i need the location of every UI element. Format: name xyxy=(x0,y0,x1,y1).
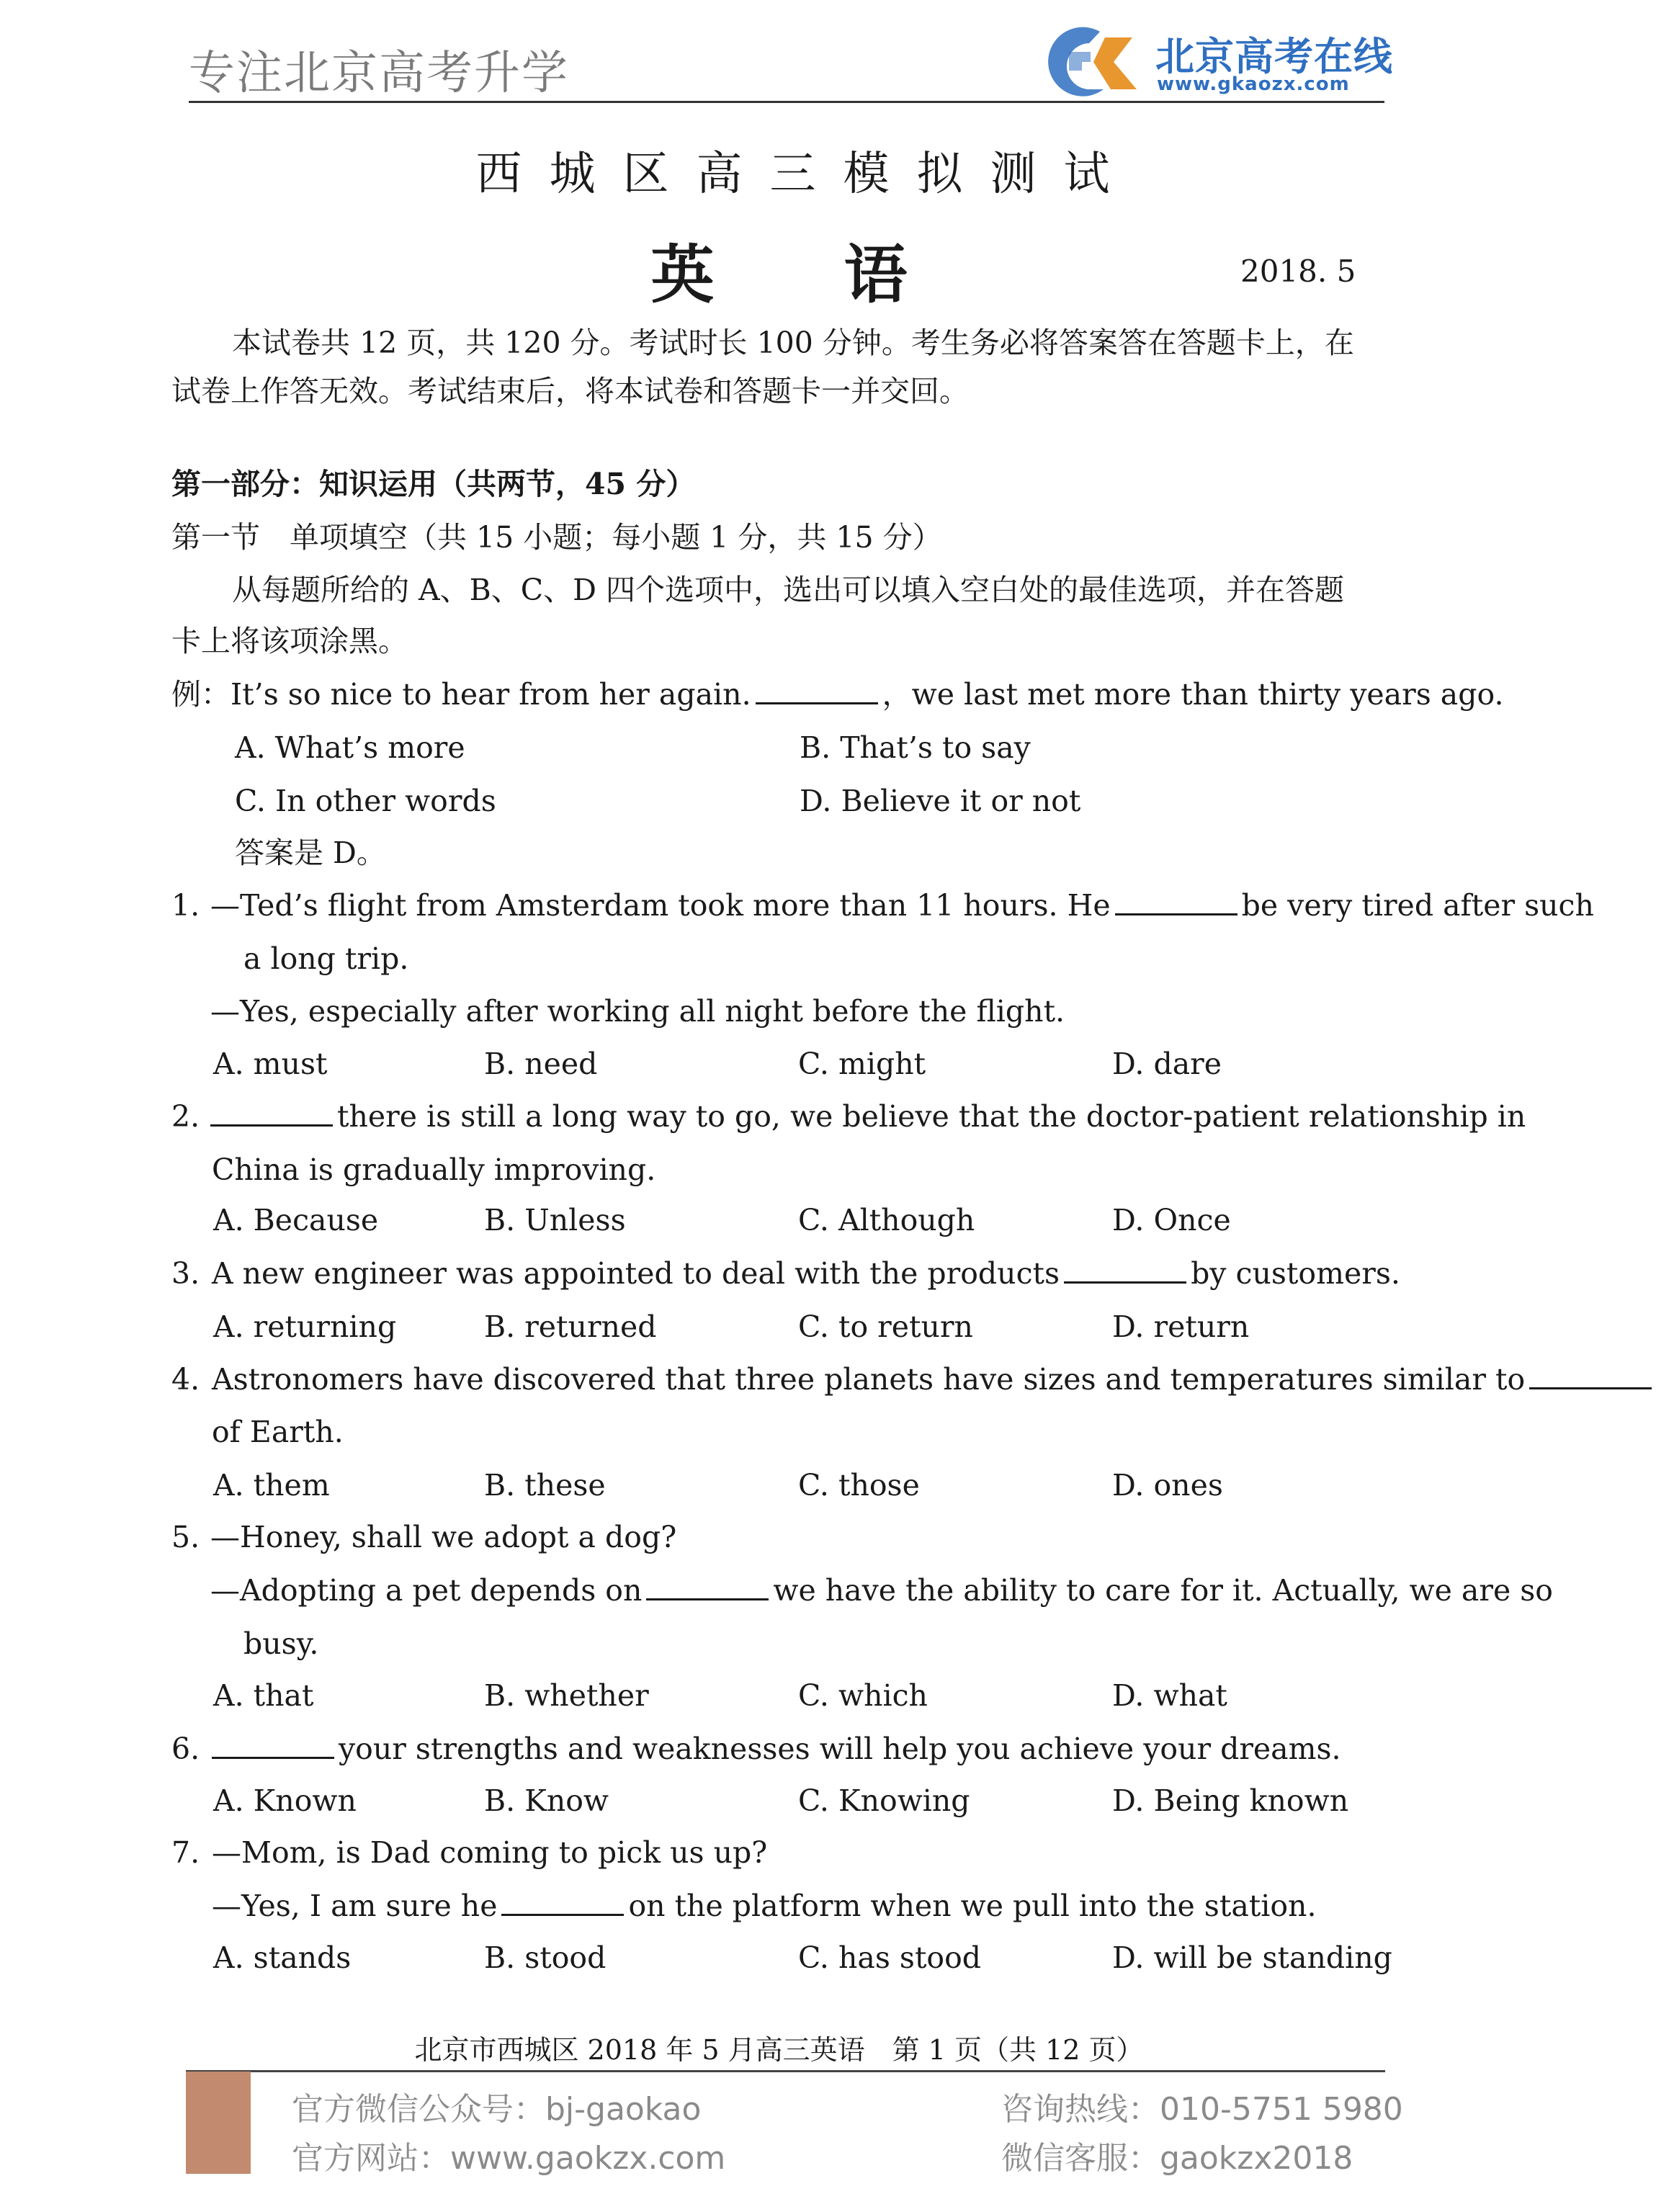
question-3-option-a: A. returning xyxy=(213,1309,397,1344)
question-4-option-c: C. those xyxy=(798,1468,920,1503)
example-option-d: D. Believe it or not xyxy=(800,784,1081,818)
logo-mark-icon xyxy=(1024,23,1147,102)
question-1-line-1 xyxy=(210,888,1594,923)
question-1-number: 1. xyxy=(171,888,200,923)
header-divider xyxy=(189,101,1384,103)
question-2-option-c: C. Although xyxy=(798,1203,975,1237)
question-5-line-2 xyxy=(210,1573,1553,1608)
footer-wechat-service: 微信客服：gaokzx2018 xyxy=(1001,2140,1353,2177)
question-6-option-d: D. Being known xyxy=(1112,1783,1349,1818)
answer-blank xyxy=(212,1756,334,1759)
question-2-line-2: China is gradually improving. xyxy=(212,1152,656,1187)
question-7-text-b: on the platform when we pull into the station. xyxy=(628,1889,1317,1923)
question-7-line-2 xyxy=(212,1889,1316,1924)
answer-blank xyxy=(501,1913,624,1916)
question-2-option-a: A. Because xyxy=(213,1203,379,1237)
question-6-option-c: C. Knowing xyxy=(798,1783,970,1818)
intro-line-2: 试卷上作答无效。考试结束后，将本试卷和答题卡一并交回。 xyxy=(171,374,969,408)
question-4-line-1 xyxy=(212,1362,1656,1397)
example-answer: 答案是 D。 xyxy=(235,836,386,870)
question-3-option-b: B. returned xyxy=(484,1309,657,1344)
question-1-line-2: a long trip. xyxy=(243,941,409,976)
question-4-option-a: A. them xyxy=(213,1468,330,1503)
question-3-line-1 xyxy=(212,1256,1400,1291)
question-7-option-c: C. has stood xyxy=(798,1940,982,1975)
question-4-option-b: B. these xyxy=(484,1468,606,1503)
question-5-line-3: busy. xyxy=(243,1626,319,1661)
question-6-option-a: A. Known xyxy=(213,1783,357,1818)
question-7-text-a: —Yes, I am sure he xyxy=(212,1889,498,1923)
question-4-line-2: of Earth. xyxy=(212,1415,344,1449)
example-option-c: C. In other words xyxy=(235,784,496,818)
example-stem-b: ，we last met more than thirty years ago. xyxy=(882,677,1504,712)
instruction-line-2: 卡上将该项涂黑。 xyxy=(171,624,408,658)
example-label: 例： xyxy=(171,677,231,712)
question-5-option-b: B. whether xyxy=(484,1678,649,1713)
question-3-option-c: C. to return xyxy=(798,1309,973,1344)
question-1-line-3: —Yes, especially after working all night before the flight. xyxy=(210,994,1065,1029)
exam-title: 西城区高三模拟测试 xyxy=(475,148,1137,201)
subject-char-2: 语 xyxy=(843,237,908,312)
section-heading: 第一节 单项填空（共 15 小题；每小题 1 分，共 15 分） xyxy=(171,520,942,555)
footer-wechat-official: 官方微信公众号：bj-gaokao xyxy=(292,2091,702,2128)
question-2-option-b: B. Unless xyxy=(484,1203,626,1237)
question-5-option-a: A. that xyxy=(213,1678,314,1713)
question-5-text-a: —Adopting a pet depends on xyxy=(210,1573,643,1608)
header-slogan: 专注北京高考升学 xyxy=(189,47,569,100)
question-7-option-b: B. stood xyxy=(484,1940,607,1975)
question-2-number: 2. xyxy=(171,1099,200,1134)
question-1-option-c: C. might xyxy=(798,1047,926,1081)
question-6-text-b: your strengths and weaknesses will help you achieve your dreams. xyxy=(339,1732,1341,1766)
question-3-text-b: by customers. xyxy=(1191,1256,1400,1291)
question-3-text-a: A new engineer was appointed to deal with the products xyxy=(212,1256,1060,1291)
logo-name: 北京高考在线 xyxy=(1155,34,1393,79)
footer-color-block xyxy=(186,2072,251,2174)
example-option-a: A. What’s more xyxy=(235,730,465,765)
question-6-number: 6. xyxy=(171,1732,200,1766)
site-logo xyxy=(1024,23,1399,102)
question-1-option-a: A. must xyxy=(213,1047,328,1081)
footer-divider xyxy=(186,2070,1385,2072)
question-2-line-1 xyxy=(210,1099,1526,1134)
question-6-option-b: B. Know xyxy=(484,1783,609,1818)
part-heading: 第一部分：知识运用（共两节，45 分） xyxy=(171,467,696,501)
logo-url: www.gkaozx.com xyxy=(1157,73,1350,95)
question-5-option-d: D. what xyxy=(1112,1678,1227,1713)
question-7-line-1: —Mom, is Dad coming to pick us up? xyxy=(212,1835,768,1870)
question-3-option-d: D. return xyxy=(1112,1309,1250,1344)
question-2-option-d: D. Once xyxy=(1112,1203,1231,1237)
page-footer-info: 北京市西城区 2018 年 5 月高三英语 第 1 页（共 12 页） xyxy=(414,2034,1144,2066)
answer-blank xyxy=(646,1598,769,1600)
answer-blank xyxy=(210,1124,333,1127)
question-7-option-a: A. stands xyxy=(213,1940,352,1975)
answer-blank xyxy=(1115,913,1237,915)
question-5-option-c: C. which xyxy=(798,1678,928,1713)
question-5-number: 5. xyxy=(171,1520,200,1554)
question-5-text-b: we have the ability to care for it. Actually, we are so xyxy=(773,1573,1553,1608)
footer-website: 官方网站：www.gaokzx.com xyxy=(292,2140,726,2177)
footer-hotline: 咨询热线：010-5751 5980 xyxy=(1001,2091,1403,2128)
example-stem xyxy=(171,677,1503,712)
answer-blank xyxy=(1529,1387,1652,1389)
answer-blank xyxy=(756,702,878,704)
question-2-text-b: there is still a long way to go, we believe that the doctor-patient relationship in xyxy=(337,1099,1526,1134)
question-6-line-1 xyxy=(212,1732,1341,1767)
question-3-number: 3. xyxy=(171,1256,200,1291)
question-4-option-d: D. ones xyxy=(1112,1468,1223,1503)
example-option-b: B. That’s to say xyxy=(800,730,1031,765)
intro-line-1: 本试卷共 12 页，共 120 分。考试时长 100 分钟。考生务必将答案答在答题卡上，在 xyxy=(232,326,1354,360)
answer-blank xyxy=(1064,1281,1186,1284)
question-1-option-b: B. need xyxy=(484,1047,598,1081)
exam-date: 2018. 5 xyxy=(1240,254,1356,289)
question-1-text-a: —Ted’s flight from Amsterdam took more than 11 hours. He xyxy=(210,888,1111,923)
question-4-number: 4. xyxy=(171,1362,200,1397)
question-4-text-a: Astronomers have discovered that three planets have sizes and temperatures similar to xyxy=(212,1362,1526,1397)
question-7-number: 7. xyxy=(171,1835,200,1870)
question-5-line-1: —Honey, shall we adopt a dog? xyxy=(210,1520,677,1554)
instruction-line-1: 从每题所给的 A、B、C、D 四个选项中，选出可以填入空白处的最佳选项，并在答题 xyxy=(232,573,1345,607)
question-1-option-d: D. dare xyxy=(1112,1047,1222,1081)
question-7-option-d: D. will be standing xyxy=(1112,1940,1392,1975)
subject-char-1: 英 xyxy=(650,237,715,312)
question-1-text-b: be very tired after such xyxy=(1241,888,1594,923)
example-stem-a: It’s so nice to hear from her again. xyxy=(231,677,751,712)
